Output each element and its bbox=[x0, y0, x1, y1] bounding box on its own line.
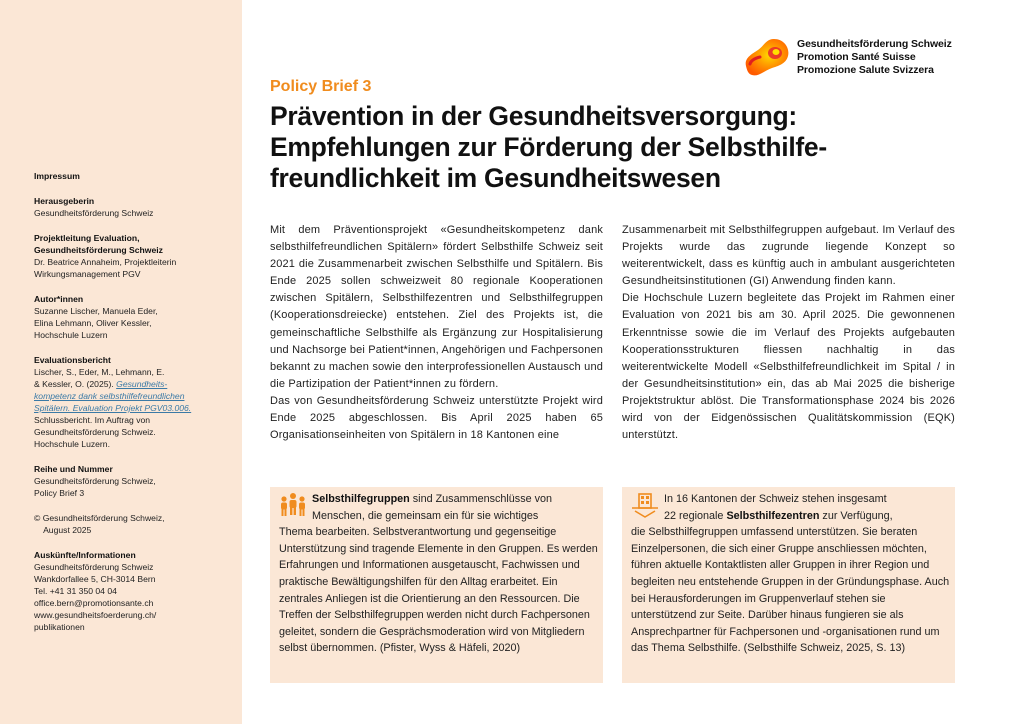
body-column-left bbox=[270, 222, 603, 444]
evaluationsbericht-line: Lischer, S., Eder, M., Lehmann, E. bbox=[34, 367, 165, 377]
title-line: freundlichkeit im Gesundheitswesen bbox=[270, 163, 721, 193]
autoren-line: Suzanne Lischer, Manuela Eder, bbox=[34, 306, 158, 316]
box-text: die Selbsthilfegruppen umfassend unterstützen. Sie beraten Einzelpersonen, die sich einer Gruppe anschliessen möchten, führen aktuelle Kontaktlisten aller Gruppen in ihrer Region und begleiten neu entstehende Gruppen in der Gründungsphase. Auch bei Herausforderungen im Gruppenverlauf stehen sie unterstützend zur Seite. Darüber hinaus fungieren sie als Ansprechpartner für Fachpersonen und -organisationen rund um das Thema Selbsthilfe. (Selbsthilfe Schweiz, 2025, S. 13) bbox=[631, 526, 950, 655]
info-box-selbsthilfezentren bbox=[622, 487, 955, 683]
organization-logo bbox=[742, 34, 1002, 78]
kontakt-website[interactable]: www.gesundheitsfoerderung.ch/ bbox=[34, 610, 157, 620]
paragraph: Das von Gesundheitsförderung Schweiz unterstützte Projekt wird Ende 2025 abgeschlossen. Bis April 2025 haben 65 Organisationseinheiten von Spitälern in 18 Kantonen eine bbox=[270, 394, 603, 442]
herausgeber-label: Herausgeberin bbox=[34, 196, 95, 206]
report-link[interactable]: Spitälern. Evaluation Projekt PGV03.006. bbox=[34, 403, 192, 413]
kontakt-phone: Tel. +41 31 350 04 04 bbox=[34, 586, 117, 596]
paragraph: Die Hochschule Luzern begleitete das Projekt im Rahmen einer Evaluation von 2021 bis am 30. April 2025. Die gewonnenen Erkenntnisse sowie die im Verlauf des Projekts aufgebauten Kooperationsstrukturen fliessen nachhaltig in das weiterentwickelte Modell «Selbsthilfefreundlichkeit im Spital / in der Gesundheitsinstitution» ein, das ab Mai 2025 die bisherige Projektstruktur ablöst. Die Transformationsphase 2024 bis 2026 wird von der Eidgenössischen Qualitätskommission (EQK) unterstützt. bbox=[622, 292, 955, 442]
page-title bbox=[270, 101, 970, 194]
body-column-right bbox=[622, 222, 955, 444]
info-box-selbsthilfegruppen bbox=[270, 487, 603, 683]
box-text: In 16 Kantonen der Schweiz stehen insgesamt bbox=[664, 493, 887, 505]
box-text: Menschen, die gemeinsam ein für sie wichtiges bbox=[312, 509, 539, 522]
autoren-line: Hochschule Luzern bbox=[34, 330, 108, 340]
projektleitung-label: Projektleitung Evaluation, bbox=[34, 233, 140, 243]
kontakt-email[interactable]: office.bern@promotionsante.ch bbox=[34, 598, 154, 608]
logo-name-it: Promozione Salute Svizzera bbox=[797, 64, 934, 76]
impressum bbox=[34, 170, 234, 646]
evaluationsbericht-label: Evaluationsbericht bbox=[34, 355, 111, 365]
evaluationsbericht-line bbox=[34, 378, 234, 390]
box-text: 22 regionale bbox=[664, 509, 727, 522]
policy-brief-kicker: Policy Brief 3 bbox=[270, 78, 372, 95]
herausgeber-name: Gesundheitsförderung Schweiz bbox=[34, 208, 154, 218]
evaluationsbericht-line: Gesundheitsförderung Schweiz. bbox=[34, 427, 156, 437]
box-text: zur Verfügung, bbox=[819, 509, 893, 522]
kontakt-line: Wankdorfallee 5, CH-3014 Bern bbox=[34, 574, 156, 584]
reihe-line: Gesundheitsförderung Schweiz, bbox=[34, 476, 156, 486]
kontakt-website[interactable]: publikationen bbox=[34, 622, 85, 632]
evaluationsbericht-citation: & Kessler, O. (2025). bbox=[34, 379, 117, 389]
report-link[interactable]: Gesundheits- bbox=[116, 379, 168, 389]
term-selbsthilfezentren: Selbsthilfezentren bbox=[726, 509, 820, 522]
evaluationsbericht-line: Hochschule Luzern. bbox=[34, 439, 110, 449]
autoren-line: Elina Lehmann, Oliver Kessler, bbox=[34, 318, 152, 328]
report-link[interactable]: kompetenz dank selbsthilfefreundlichen bbox=[34, 391, 185, 401]
autoren-label: Autor*innen bbox=[34, 294, 84, 304]
projektleitung-line: Wirkungsmanagement PGV bbox=[34, 269, 141, 279]
projektleitung-label: Gesundheitsförderung Schweiz bbox=[34, 245, 163, 255]
projektleitung-line: Dr. Beatrice Annaheim, Projektleiterin bbox=[34, 257, 177, 267]
copyright-line: © Gesundheitsförderung Schweiz, bbox=[34, 513, 165, 523]
impressum-heading: Impressum bbox=[34, 171, 80, 181]
reihe-line: Policy Brief 3 bbox=[34, 488, 85, 498]
sidebar bbox=[0, 0, 242, 724]
term-selbsthilfegruppen: Selbsthilfegruppen bbox=[312, 493, 410, 505]
copyright-line: August 2025 bbox=[34, 525, 92, 535]
box-text: sind Zusammenschlüsse von bbox=[409, 493, 553, 505]
reihe-label: Reihe und Nummer bbox=[34, 464, 113, 474]
kontakt-line: Gesundheitsförderung Schweiz bbox=[34, 562, 154, 572]
evaluationsbericht-line: Schlussbericht. Im Auftrag von bbox=[34, 415, 151, 425]
title-line: Prävention in der Gesundheitsversorgung: bbox=[270, 101, 797, 131]
logo-mark-icon bbox=[742, 36, 794, 78]
logo-name-fr: Promotion Santé Suisse bbox=[797, 51, 916, 63]
kontakt-label: Auskünfte/Informationen bbox=[34, 550, 136, 560]
paragraph: Mit dem Präventionsprojekt «Gesundheitskompetenz dank selbsthilfefreundlichen Spitälern» fördert Selbsthilfe Schweiz seit 2021 die Zusammenarbeit zwischen Selbsthilfe und Spitälern. Bis Ende 2025 sollen schweizweit 80 regionale Kooperationen zwischen Spitälern, Selbsthilfezentren und Selbsthilfegruppen (Kooperationsdreiecke) entstehen. Ziel des Projekts ist, die gemeinschaftliche Selbsthilfe als Ergänzung zur Hospitalisierung und Nachsorge bei Patient*innen, Angehörigen und Fachpersonen bekannt zu machen sowie den interprofessionellen Austausch und die Partizipation der Patient*innen zu fördern. bbox=[270, 224, 603, 390]
paragraph: Zusammenarbeit mit Selbsthilfegruppen aufgebaut. Im Verlauf des Projekts wurde das zugrunde liegende Konzept so weiterentwickelt, dass es künftig auch in ambulant ausgerichteten Gesundheitsinstitutionen (GI) Anwendung finden kann. bbox=[622, 224, 955, 288]
title-line: Empfehlungen zur Förderung der Selbsthilfe- bbox=[270, 132, 827, 162]
logo-name-de: Gesundheitsförderung Schweiz bbox=[797, 38, 952, 50]
box-text: Thema bearbeiten. Selbstverantwortung und gegenseitige Unterstützung sind tragende Elemente in den Gruppen. Es werden Erfahrungen und Informationen ausgetauscht, Fachwissen und praktische Bewältigungshilfen für den Alltag erarbeitet. Ein zentrales Anliegen ist die Orientierung an den Ressourcen. Die Treffen der Selbsthilfegruppen werden nicht durch Fachpersonen geleitet, sondern die Gesprächsmoderation wird von Mitgliedern selbst übernommen. (Pfister, Wyss & Häfeli, 2020) bbox=[279, 526, 598, 655]
